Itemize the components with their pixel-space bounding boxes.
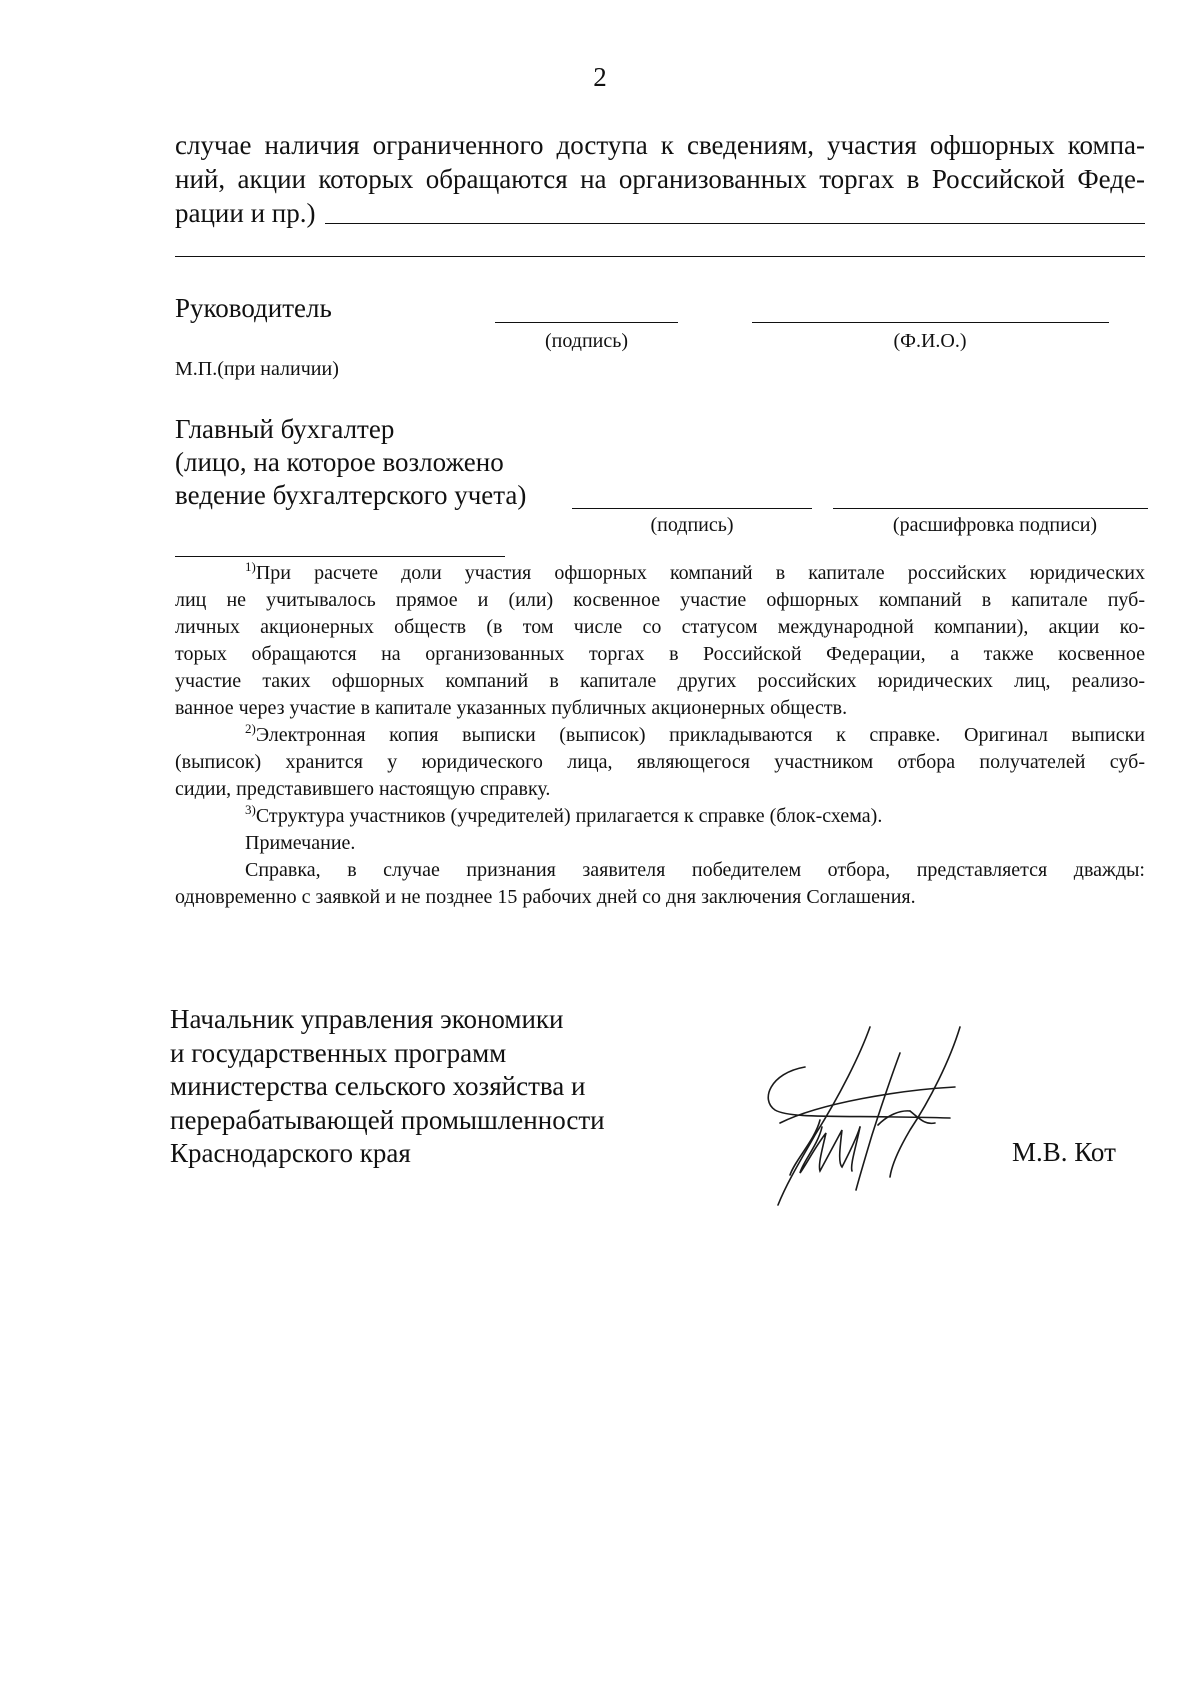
footnote-1-text: При расчете доли участия офшорных компаний в капитале российских юридических (255, 562, 1145, 584)
director-signature-line (495, 322, 678, 323)
note (175, 830, 1145, 911)
seal-label: М.П.(при наличии) (175, 358, 339, 380)
footnote-1-line (175, 560, 1145, 587)
intro-paragraph (175, 128, 1145, 230)
accountant-line-1: Главный бухгалтер (175, 414, 395, 444)
intro-line-2: ний, акции которых обращаются на организованных торгах в Российской Феде- (175, 164, 1145, 194)
note-title: Примечание. (245, 832, 356, 854)
footnote-1-line: лиц не учитывалось прямое и (или) косвенное участие офшорных компаний в капитале пуб- (175, 589, 1145, 611)
note-line: Справка, в случае признания заявителя победителем отбора, представляется дважды: (245, 859, 1145, 881)
footnote-1-line: личных акционерных обществ (в том числе со статусом международной компании), акции ко- (175, 616, 1145, 638)
accountant-label (175, 413, 526, 512)
official-name: М.В. Кот (1012, 1137, 1116, 1167)
note-line: одновременно с заявкой и не позднее 15 рабочих дней со дня заключения Соглашения. (175, 886, 916, 908)
footnote-1-line: ванное через участие в капитале указанных публичных акционерных обществ. (175, 697, 848, 719)
footnote-1-line: торых обращаются на организованных торгах в Российской Федерации, а также косвенное (175, 643, 1145, 665)
accountant-signature-caption: (подпись) (650, 514, 734, 536)
official-title-line: Краснодарского края (170, 1138, 411, 1168)
blank-line (325, 223, 1145, 224)
footnote-2-line: сидии, представившего настоящую справку. (175, 778, 551, 800)
footnote-1-line: участие таких офшорных компаний в капитале других российских юридических лиц, реализо- (175, 670, 1145, 692)
director-fio-line (752, 322, 1109, 323)
footnote-3-marker: 3) (245, 802, 256, 817)
accountant-signature-line (572, 508, 812, 509)
official-title-line: министерства сельского хозяйства и (170, 1071, 586, 1101)
footnote-3-text: Структура участников (учредителей) прилагается к справке (блок-схема). (255, 805, 883, 827)
footnote-2-line: (выписок) хранится у юридического лица, являющегося участником отбора получателей суб- (175, 751, 1145, 773)
footnote-3 (175, 803, 1145, 830)
intro-line-3 (175, 196, 1145, 230)
footnote-separator (175, 556, 505, 557)
official-title (170, 1003, 605, 1171)
intro-line-1: случае наличия ограниченного доступа к сведениям, участия офшорных компа- (175, 130, 1145, 160)
accountant-line-2: (лицо, на которое возложено (175, 447, 504, 477)
signature-caption: (подпись) (544, 330, 629, 352)
accountant-decoding-line (833, 508, 1148, 509)
footnote-3-line (175, 803, 1145, 830)
intro-last-text: рации и пр.) (175, 198, 316, 228)
director-label: Руководитель (175, 293, 332, 323)
official-title-line: Начальник управления экономики (170, 1004, 564, 1034)
blank-line-full (175, 256, 1145, 257)
fio-caption: (Ф.И.О.) (893, 330, 967, 352)
footnote-2-marker: 2) (245, 721, 256, 736)
footnote-2-text: Электронная копия выписки (выписок) прикладываются к справке. Оригинал выписки (255, 724, 1145, 746)
footnote-1 (175, 560, 1145, 722)
page-number: 2 (593, 62, 607, 92)
footnote-2-line (175, 722, 1145, 749)
official-title-line: перерабатывающей промышленности (170, 1104, 605, 1135)
handwritten-signature (760, 1015, 1010, 1210)
official-title-line: и государственных программ (170, 1037, 507, 1068)
footnote-2 (175, 722, 1145, 803)
footnote-1-marker: 1) (245, 559, 256, 574)
decoding-caption: (расшифровка подписи) (892, 514, 1098, 536)
accountant-line-3: ведение бухгалтерского учета) (175, 480, 527, 510)
footnotes (175, 560, 1145, 911)
